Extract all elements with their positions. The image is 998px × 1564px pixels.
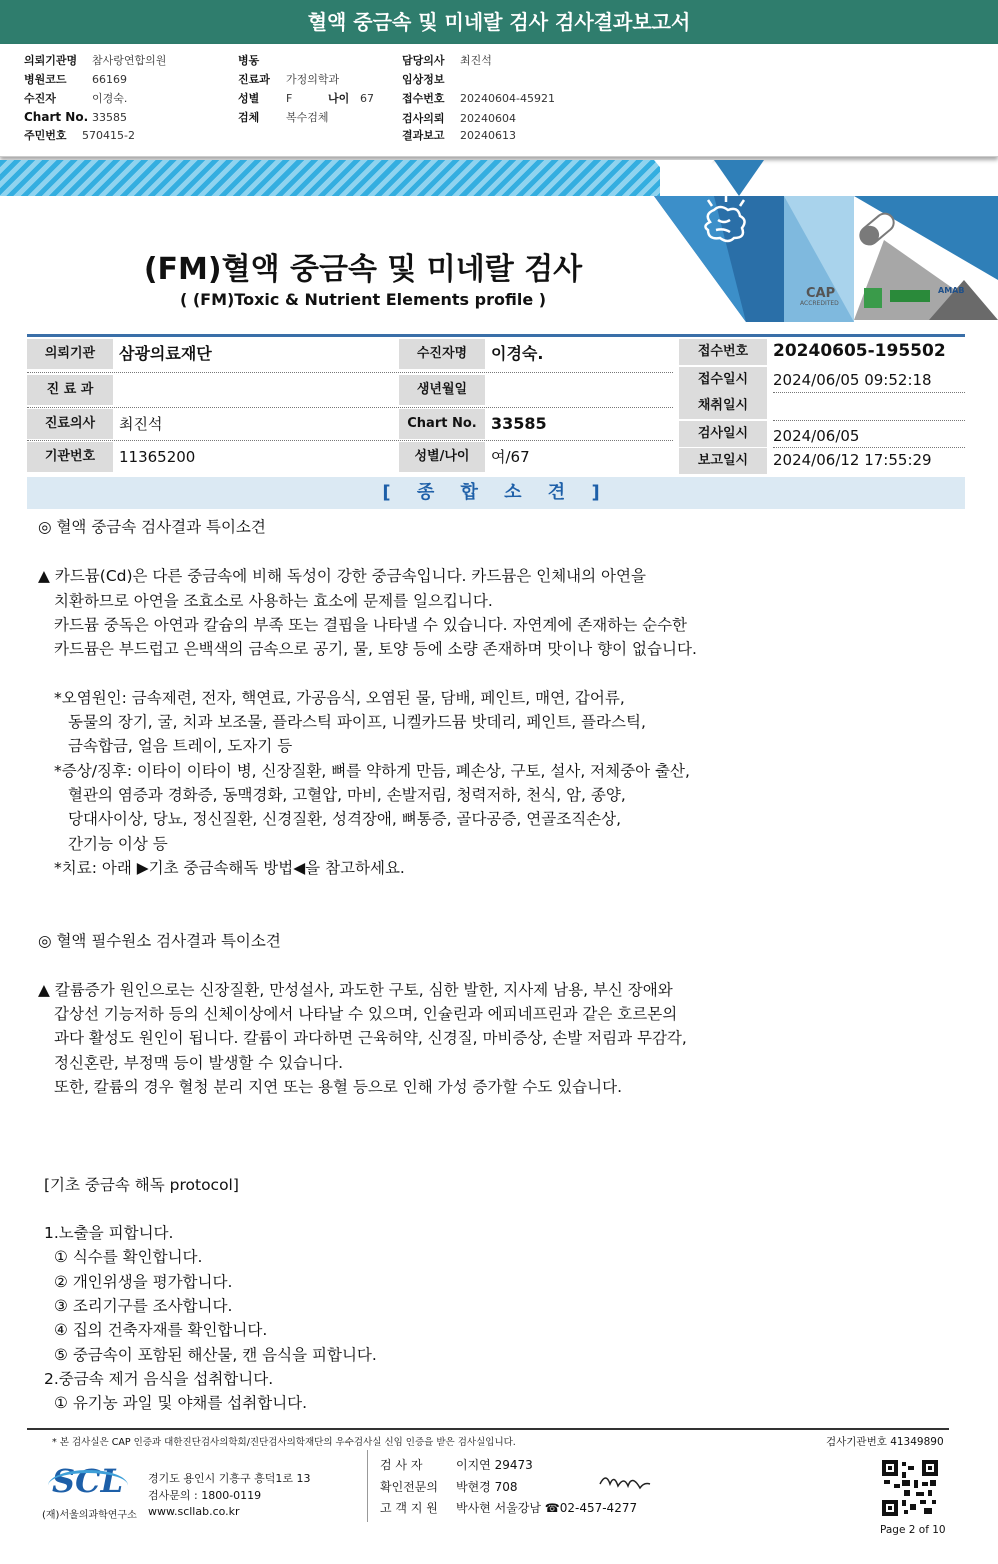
cap-logo: CAP [806,286,836,301]
scl-logo-swoosh [48,1470,128,1501]
info-patient: 수진자 이경숙. [24,92,128,105]
label-doctor: 진료의사 [27,409,113,439]
page-title: (FM)혈액 중금속 및 미네랄 검사 [143,252,583,287]
label-receipt-datetime: 접수일시 [679,367,767,393]
body-line: 카드뮴은 부드럽고 은백색의 금속으로 공기, 물, 토양 등에 소량 존재하며 맛이나 향이 없습니다. [54,640,697,658]
value-report-datetime: 2024/06/12 17:55:29 [773,451,932,469]
body-line: 또한, 칼륨의 경우 혈청 분리 지연 또는 용혈 등으로 인해 가성 증가할 수도 있습니다. [54,1078,623,1096]
value-receipt-no: 20240605-195502 [773,341,946,361]
protocol-step: 1.노출을 피합니다. [44,1224,174,1242]
row-divider [773,447,965,448]
info-clinical: 임상정보 [402,73,445,86]
body-line: 동물의 장기, 굴, 치과 보조물, 플라스틱 파이프, 니켈카드뮴 밧데리, 페인트, 플라스틱, [68,713,646,731]
footer-divider [27,1428,949,1430]
footer-cert-note: * 본 검사실은 CAP 인증과 대한진단검사의학회/진단검사의학재단의 우수검사실 신임 인증을 받은 검사실입니다. [52,1437,516,1448]
label-institution-no: 기관번호 [27,442,113,472]
protocol-substep: ④ 집의 건축자재를 확인합니다. [54,1321,268,1339]
footer-lab-no: 검사기관번호 41349890 [826,1436,944,1448]
value-test-datetime: 2024/06/05 [773,427,860,445]
info-chart-no: Chart No. 33585 [24,110,127,124]
cert-logos [798,286,988,312]
label-test-datetime: 검사일시 [679,421,767,447]
qr-code-icon[interactable] [882,1460,938,1516]
body-line: 정신혼란, 부정맥 등이 발생할 수 있습니다. [54,1054,344,1072]
body-line: *증상/징후: 이타이 이타이 병, 신장질환, 뼈를 약하게 만듬, 폐손상, 구토, 설사, 저체중아 출산, [54,762,690,780]
footer-lab-name: (재)서울의과학연구소 [42,1510,137,1521]
value-institution-no: 11365200 [119,448,196,466]
row-divider [773,392,965,393]
report-banner-title: 혈액 중금속 및 미네랄 검사 검사결과보고서 [0,0,998,44]
body-line: 과다 활성도 원인이 됩니다. 칼륨이 과다하면 근육허약, 신경질, 마비증상, 손발 저림과 무감각, [54,1029,687,1047]
label-department: 진 료 과 [27,375,113,405]
report-info-block [0,44,998,157]
label-report-datetime: 보고일시 [679,448,767,474]
info-age: 나이 67 [328,92,374,105]
page-number: Page 2 of 10 [880,1524,946,1536]
row-divider [27,440,673,441]
body-line: 혈관의 염증과 경화증, 동맥경화, 고혈압, 마비, 손발저림, 청력저하, 천식, 암, 종양, [68,786,626,804]
footer-tester: 검 사 자 이지연 29473 [380,1458,533,1472]
body-line: 치환하므로 아연을 조효소로 사용하는 효소에 문제를 일으킵니다. [54,592,493,610]
label-chart-no: Chart No. [399,409,485,439]
decorative-stripe [0,160,660,196]
info-specimen: 검체 복수검체 [238,111,329,124]
label-collection-datetime: 채취일시 [679,393,767,419]
body-line: 당대사이상, 당뇨, 정신질환, 신경질환, 성격장애, 뼈통증, 골다공증, 연골조직손상, [68,810,622,828]
protocol-heading: [기초 중금속 해독 protocol] [44,1176,239,1194]
info-hospital-code: 병원코드 66169 [24,73,127,86]
value-institution: 삼광의료재단 [119,344,212,363]
section-heading-heavy-metal: ◎ 혈액 중금속 검사결과 특이소견 [38,518,266,536]
footer-support: 고 객 지 원 박사현 서울강남 ☎02-457-4277 [380,1501,638,1515]
value-patient-name: 이경숙. [491,344,544,363]
info-receipt-no: 접수번호 20240604-45921 [402,92,555,105]
info-requester: 의뢰기관명 참사랑연합의원 [24,54,167,67]
era-logo [890,290,930,302]
page-subtitle: ( (FM)Toxic & Nutrient Elements profile ) [179,290,547,309]
value-sex-age: 여/67 [491,448,530,466]
row-divider [27,407,673,408]
body-line: *오염원인: 금속제련, 전자, 핵연료, 가공음식, 오염된 물, 담배, 페인트, 매연, 갑어류, [54,689,625,707]
row-divider [773,420,965,421]
body-line: ▲ 칼륨증가 원인으로는 신장질환, 만성설사, 과도한 구토, 심한 발한, 지사제 남용, 부신 장애와 [38,981,673,999]
value-chart-no: 33585 [491,414,547,433]
value-doctor: 최진석 [119,415,163,433]
value-receipt-datetime: 2024/06/05 09:52:18 [773,371,932,389]
info-department: 진료과 가정의학과 [238,73,340,86]
amab-logo: AMAB [938,286,965,295]
info-resident-no: 주민번호 570415-2 [24,129,135,142]
body-line: ▲ 카드뮴(Cd)은 다른 중금속에 비해 독성이 강한 중금속입니다. 카드뮴은 인체내의 아연을 [38,567,646,585]
signature-image [596,1470,656,1492]
body-line: 금속합금, 얼음 트레이, 도자기 등 [68,737,293,755]
section-heading-essential-elements: ◎ 혈액 필수원소 검사결과 특이소견 [38,932,281,950]
label-birthdate: 생년월일 [399,375,485,405]
pill-icon [857,210,898,248]
protocol-substep: ① 식수를 확인합니다. [54,1248,203,1266]
patient-table [27,339,965,475]
label-receipt-no: 접수번호 [679,339,767,365]
label-patient-name: 수진자명 [399,339,485,369]
info-sex: 성별 F [238,92,293,105]
lm-logo [864,288,882,308]
footer-address: 경기도 용인시 기흥구 흥덕1로 13 [148,1472,311,1485]
summary-section-title: [ 종 합 소 견 ] [27,477,965,509]
info-ward: 병동 [238,54,260,67]
scl-logo: SCL [52,1462,124,1500]
label-sex-age: 성별/나이 [399,442,485,472]
label-institution: 의뢰기관 [27,339,113,369]
body-line: *치료: 아래 ▶기초 중금속해독 방법◀을 참고하세요. [54,859,405,877]
info-request-date: 검사의뢰 20240604 [402,112,516,125]
body-line: 카드뮴 중독은 아연과 칼슘의 부족 또는 결핍을 나타낼 수 있습니다. 자연계에 존재하는 순수한 [54,616,688,634]
info-doctor: 담당의사 최진석 [402,54,492,67]
protocol-substep: ① 유기농 과일 및 야채를 섭취합니다. [54,1394,308,1412]
protocol-substep: ⑤ 중금속이 포함된 해산물, 캔 음식을 피합니다. [54,1346,377,1364]
footer-website: www.scllab.co.kr [148,1505,240,1518]
footer-staff-block [367,1450,368,1522]
row-divider [27,372,673,373]
body-line: 간기능 이상 등 [68,835,168,853]
footer-inquiry: 검사문의 : 1800-0119 [148,1489,262,1502]
body-line: 갑상선 기능저하 등의 신체이상에서 나타날 수 있으며, 인슐린과 에피네프린과 같은 호르몬의 [54,1005,678,1023]
footer-specialist: 확인전문의 박현경 708 [380,1480,518,1494]
protocol-step: 2.중금속 제거 음식을 섭취합니다. [44,1370,274,1388]
protocol-substep: ② 개인위생을 평가합니다. [54,1273,233,1291]
cap-accredited-text: ACCREDITED [800,300,839,307]
protocol-substep: ③ 조리기구를 조사합니다. [54,1297,233,1315]
info-report-date: 결과보고 20240613 [402,129,516,142]
